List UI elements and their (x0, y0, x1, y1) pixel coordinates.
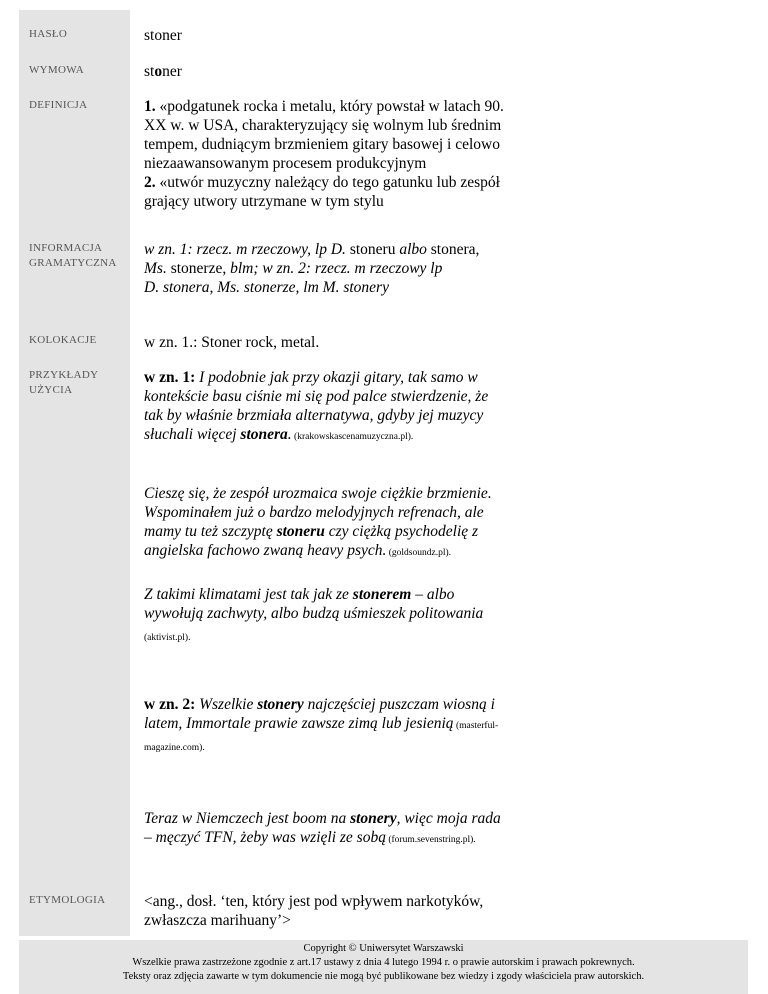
grammar-info: w zn. 1: rzecz. m rzeczowy, lp D. stoneru albo stonera, Ms. stonerze, blm; w zn. 2: rzecz. m rzeczowy lp D. stonera, Ms. stonerze, lm M. stonery (144, 241, 480, 296)
example-source: (masterful-magazine.com). (144, 721, 499, 753)
label-przyklady-uzycia: PRZYKŁADY UŻYCIA (29, 369, 99, 396)
example-5: Teraz w Niemczech jest boom na stonery, więc moja rada – męczyć TFN, żeby was wzięli ze sobą (forum.sevenstring.pl). (144, 810, 501, 846)
dictionary-entry (19, 0, 748, 994)
label-definicja: DEFINICJA (29, 99, 88, 111)
example-1: w zn. 1: I podobnie jak przy okazji gitary, tak samo w kontekście basu ciśnie mi się pod palce stwierdzenie, że tak by właśnie brzmiała alternatywa, gdyby jej muzycy słuchali więcej stonera. (krakowskascenamuzyczna.pl). (144, 369, 489, 443)
label-wymowa: WYMOWA (29, 64, 84, 76)
example-source: (goldsoundz.pl). (386, 548, 452, 558)
example-2: Cieszę się, że zespół urozmaica swoje ciężkie brzmienie. Wspominałem już o bardzo melodyjnych refrenach, ale mamy tu też szczyptę stoneru czy ciężką psychodelię z angielska fachowo zwaną heavy psych. (goldsoundz.pl). (144, 485, 492, 559)
definition-2: 2. «utwór muzyczny należący do tego gatunku lub zespół grający utwory utrzymane w tym stylu (144, 174, 500, 210)
label-column (19, 10, 130, 936)
example-source: (krakowskascenamuzyczna.pl). (291, 432, 414, 442)
example-4: w zn. 2: Wszelkie stonery najczęściej puszczam wiosną i latem, Immortale prawie zawsze zimą lub jesienią (masterful-magazine.com). (144, 696, 499, 753)
definition-1: 1. «podgatunek rocka i metalu, który powstał w latach 90. XX w. w USA, charakteryzujący się wolnym lub średnim tempem, dudniącym brzmieniem gitary basowej i celowo niezaawansowanym procesem produkcyjnym (144, 98, 504, 172)
label-kolokacje: KOLOKACJE (29, 334, 97, 346)
label-etymologia: ETYMOLOGIA (29, 894, 106, 906)
copyright-footer: Copyright © Uniwersytet Warszawski Wszelkie prawa zastrzeżone zgodnie z art.17 ustawy z dnia 4 lutego 1994 r. o prawie autorskim i prawach pokrewnych. Teksty oraz zdjęcia zawarte w tym dokumencie nie mogą być publikowane bez wiedzy i zgody właściciela praw autorskich. (19, 940, 748, 994)
pronunciation: stoner (144, 63, 182, 80)
etymology: <ang., dosł. ‘ten, który jest pod wpływem narkotyków, zwłaszcza marihuany’> (144, 893, 484, 929)
collocations: w zn. 1.: Stoner rock, metal. (144, 334, 320, 351)
stressed-vowel: o (154, 63, 163, 80)
label-informacja-gramatyczna: INFORMACJA GRAMATYCZNA (29, 242, 117, 269)
example-source: (forum.sevenstring.pl). (385, 835, 476, 845)
example-3: Z takimi klimatami jest tak jak ze stonerem – albo wywołują zachwyty, albo budzą uśmieszek politowania (aktivist.pl). (144, 586, 484, 643)
example-source: (aktivist.pl). (144, 633, 191, 643)
headword: stoner (144, 27, 182, 44)
label-haslo: HASŁO (29, 28, 68, 40)
definitions (144, 97, 504, 211)
